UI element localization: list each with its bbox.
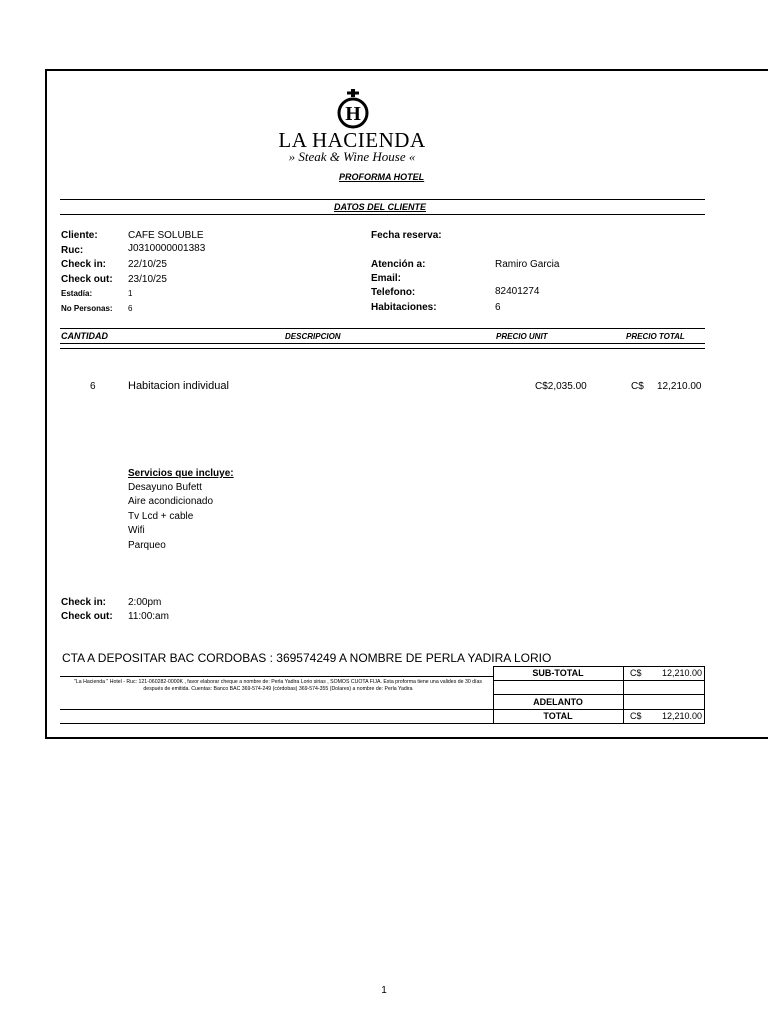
personas-label: No Personas: [61,304,113,313]
service-item: Tv Lcd + cable [128,511,194,522]
telefono-label: Telefono: [371,287,416,298]
col-precio-total: PRECIO TOTAL [626,332,685,341]
checkout-value: 23/10/25 [128,274,167,285]
telefono-value: 82401274 [495,286,540,297]
estadia-label: Estadía: [61,289,93,298]
adelanto-label: ADELANTO [533,697,583,707]
item-descripcion: Habitacion individual [128,380,229,392]
estadia-value: 1 [128,289,133,298]
fine-print: "La Hacienda " Hotel - Ruc: 121-060282-0000K , favor elaborar cheque a nombre de: Perla Yadira Lorio sirias , SOMOS CUOTA FIJA. Esta proforma tiene una valides de 30 días después de emitida. Cuentas: Banco BAC 369-574-249 (córdobas) 369-574-355 (Dolares) a nombre de: Perla Yadira [74,679,482,692]
services-title: Servicios que incluye: [128,468,234,479]
divider [60,676,493,677]
brand-tagline: » Steak & Wine House « [288,149,416,164]
totals-table [493,666,705,723]
cliente-value: CAFE SOLUBLE [128,230,204,241]
subtotal-row [493,666,705,680]
checkin-label: Check in: [61,259,107,270]
checkin-value: 22/10/25 [128,259,167,270]
item-currency: C$ [631,381,644,392]
divider [60,348,705,349]
total-value: 12,210.00 [661,711,702,721]
divider [60,343,705,344]
service-item: Wifi [128,525,145,536]
ruc-value: J0310000001383 [128,243,206,254]
brand-name: LA HACIENDA [278,128,426,152]
divider [60,214,705,215]
service-item: Aire acondicionado [128,496,214,507]
adelanto-row [493,695,705,709]
time-checkin-value: 2:00pm [128,597,162,608]
atencion-label: Atención a: [371,259,426,270]
item-cantidad: 6 [90,381,96,392]
time-checkout-value: 11:00:am [128,611,169,622]
page-number: 1 [381,985,387,996]
habitaciones-label: Habitaciones: [371,302,437,313]
client-section-title: DATOS DEL CLIENTE [334,202,427,212]
cliente-label: Cliente: [61,230,98,241]
deposit-note: CTA A DEPOSITAR BAC CORDOBAS : 369574249 A NOMBRE DE PERLA YADIRA LORIO [62,651,552,665]
item-precio-unit: C$2,035.00 [535,381,587,392]
service-item: Parqueo [128,540,166,551]
total-row [493,709,705,723]
fecha-reserva-label: Fecha reserva: [371,230,442,241]
total-label: TOTAL [543,711,573,721]
ruc-label: Ruc: [61,245,84,256]
atencion-value: Ramiro Garcia [495,259,560,270]
document-frame [45,69,768,739]
total-currency: C$ [630,711,642,721]
divider [60,328,705,329]
subtotal-label: SUB-TOTAL [532,668,584,678]
personas-value: 6 [128,304,133,313]
item-precio-total: 12,210.00 [657,381,702,392]
doc-title: PROFORMA HOTEL [339,172,425,182]
time-checkout-label: Check out: [61,611,113,622]
time-checkin-label: Check in: [61,597,107,608]
email-label: Email: [371,273,402,284]
subtotal-value: 12,210.00 [661,668,702,678]
hacienda-logo-icon [330,89,376,129]
col-descripcion: DESCRIPCION [285,332,341,341]
service-item: Desayuno Bufett [128,482,202,493]
divider [60,199,705,200]
checkout-label: Check out: [61,274,113,285]
habitaciones-value: 6 [495,302,501,313]
subtotal-currency: C$ [630,668,642,678]
col-precio-unit: PRECIO UNIT [496,332,548,341]
col-cantidad: CANTIDAD [61,331,108,341]
logo-letter: H [345,103,361,125]
